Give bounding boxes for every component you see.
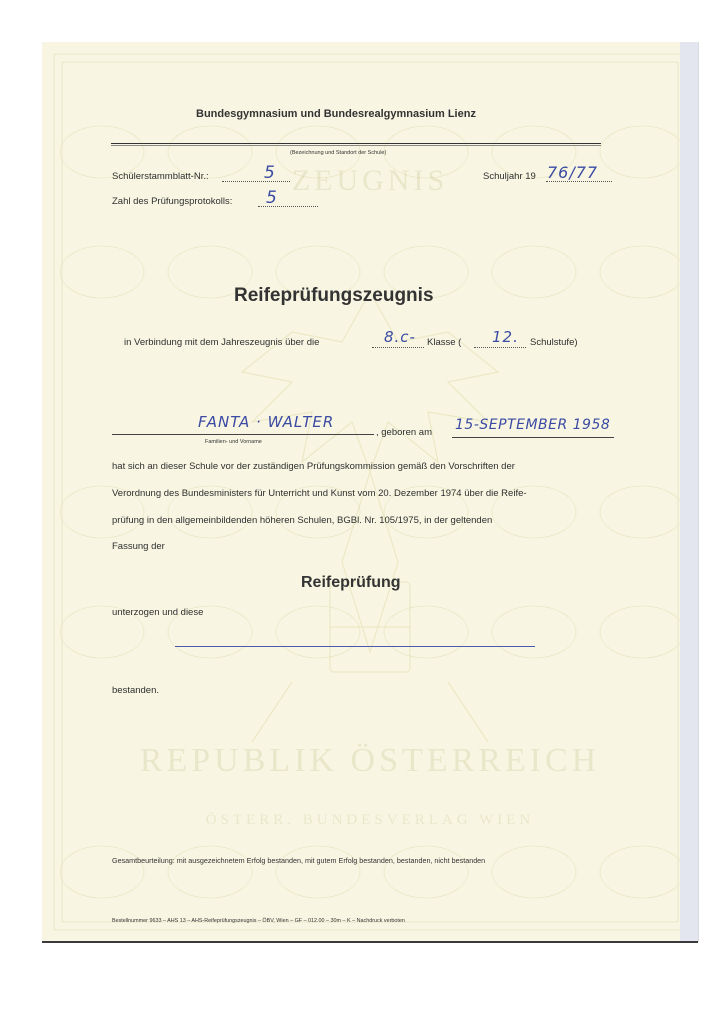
body-line-3: prüfung in den allgemeinbildenden höheren Schulen, BGBl. Nr. 105/1975, in der geltenden bbox=[112, 515, 493, 526]
protokoll-value: 5 bbox=[266, 188, 278, 208]
guilloche-ring bbox=[276, 846, 360, 898]
guilloche-ring bbox=[276, 606, 360, 658]
watermark-republic: REPUBLIK ÖSTERREICH bbox=[139, 742, 601, 779]
body-line-1: hat sich an dieser Schule vor der zuständigen Prüfungskommission gemäß den Vorschriften der bbox=[112, 461, 515, 472]
guilloche-ring bbox=[168, 846, 252, 898]
stammblatt-value: 5 bbox=[264, 163, 276, 183]
protokoll-label: Zahl des Prüfungsprotokolls: bbox=[112, 196, 233, 207]
klasse-value: 8.c- bbox=[384, 328, 416, 346]
name-line bbox=[112, 434, 374, 435]
born-label: , geboren am bbox=[376, 427, 432, 438]
assessment-note: Gesamtbeurteilung: mit ausgezeichnetem Erfolg bestanden, mit gutem Erfolg bestanden, bestanden, nicht bestanden bbox=[112, 856, 486, 865]
school-line-double bbox=[111, 145, 601, 146]
guilloche-ring bbox=[492, 606, 576, 658]
passed-text: bestanden. bbox=[112, 685, 160, 696]
undergone-text: unterzogen und diese bbox=[112, 607, 204, 618]
guilloche-ring bbox=[384, 606, 468, 658]
exam-title: Reifeprüfung bbox=[301, 574, 401, 591]
guilloche-ring bbox=[600, 846, 684, 898]
schuljahr-value: 76/77 bbox=[547, 163, 599, 182]
birth-line bbox=[452, 437, 614, 438]
guilloche-ring bbox=[60, 246, 144, 298]
school-name: Bundesgymnasium und Bundesrealgymnasium Lienz bbox=[196, 108, 476, 120]
result-line bbox=[175, 646, 535, 647]
body-line-4: Fassung der bbox=[112, 541, 165, 552]
schuljahr-line bbox=[546, 181, 612, 182]
protokoll-line bbox=[258, 206, 318, 207]
schuljahr-label: Schuljahr 19 bbox=[483, 171, 536, 182]
guilloche-ring bbox=[492, 846, 576, 898]
order-number: Bestellnummer 9633 – AHS 13 – AHS-Reifeprüfungszeugnis – ÖBV, Wien – GF – 012.00 – 30m – K – Nachdruck verboten bbox=[112, 918, 405, 924]
guilloche-ring bbox=[60, 846, 144, 898]
guilloche-ring bbox=[600, 246, 684, 298]
guilloche-ring bbox=[600, 486, 684, 538]
certificate-title: Reifeprüfungszeugnis bbox=[234, 285, 434, 306]
connection-text: in Verbindung mit dem Jahreszeugnis über die bbox=[124, 337, 320, 348]
page-edge-shadow bbox=[680, 42, 698, 942]
klasse-line bbox=[372, 347, 424, 348]
birth-date: 15-SEPTEMBER 1958 bbox=[455, 417, 611, 433]
watermark-zeugnis: ZEUGNIS bbox=[291, 164, 449, 197]
schulstufe-label: Schulstufe) bbox=[530, 337, 578, 348]
watermark-publisher: ÖSTERR. BUNDESVERLAG WIEN bbox=[205, 812, 535, 828]
page-bottom-edge bbox=[42, 941, 698, 943]
guilloche-ring bbox=[492, 246, 576, 298]
school-caption: (Bezeichnung und Standort der Schule) bbox=[290, 150, 387, 156]
klasse-label: Klasse ( bbox=[427, 337, 462, 348]
guilloche-ring bbox=[384, 846, 468, 898]
name-caption: Familien- und Vorname bbox=[205, 439, 262, 445]
schulstufe-line bbox=[474, 347, 526, 348]
student-name: FANTA · WALTER bbox=[198, 413, 335, 431]
school-line bbox=[111, 143, 601, 144]
guilloche-ring bbox=[600, 606, 684, 658]
stammblatt-line bbox=[222, 181, 290, 182]
schulstufe-value: 12. bbox=[492, 328, 519, 346]
body-line-2: Verordnung des Bundesministers für Unterricht und Kunst vom 20. Dezember 1974 über die Reife- bbox=[112, 488, 527, 499]
stammblatt-label: Schülerstammblatt-Nr.: bbox=[112, 171, 209, 182]
